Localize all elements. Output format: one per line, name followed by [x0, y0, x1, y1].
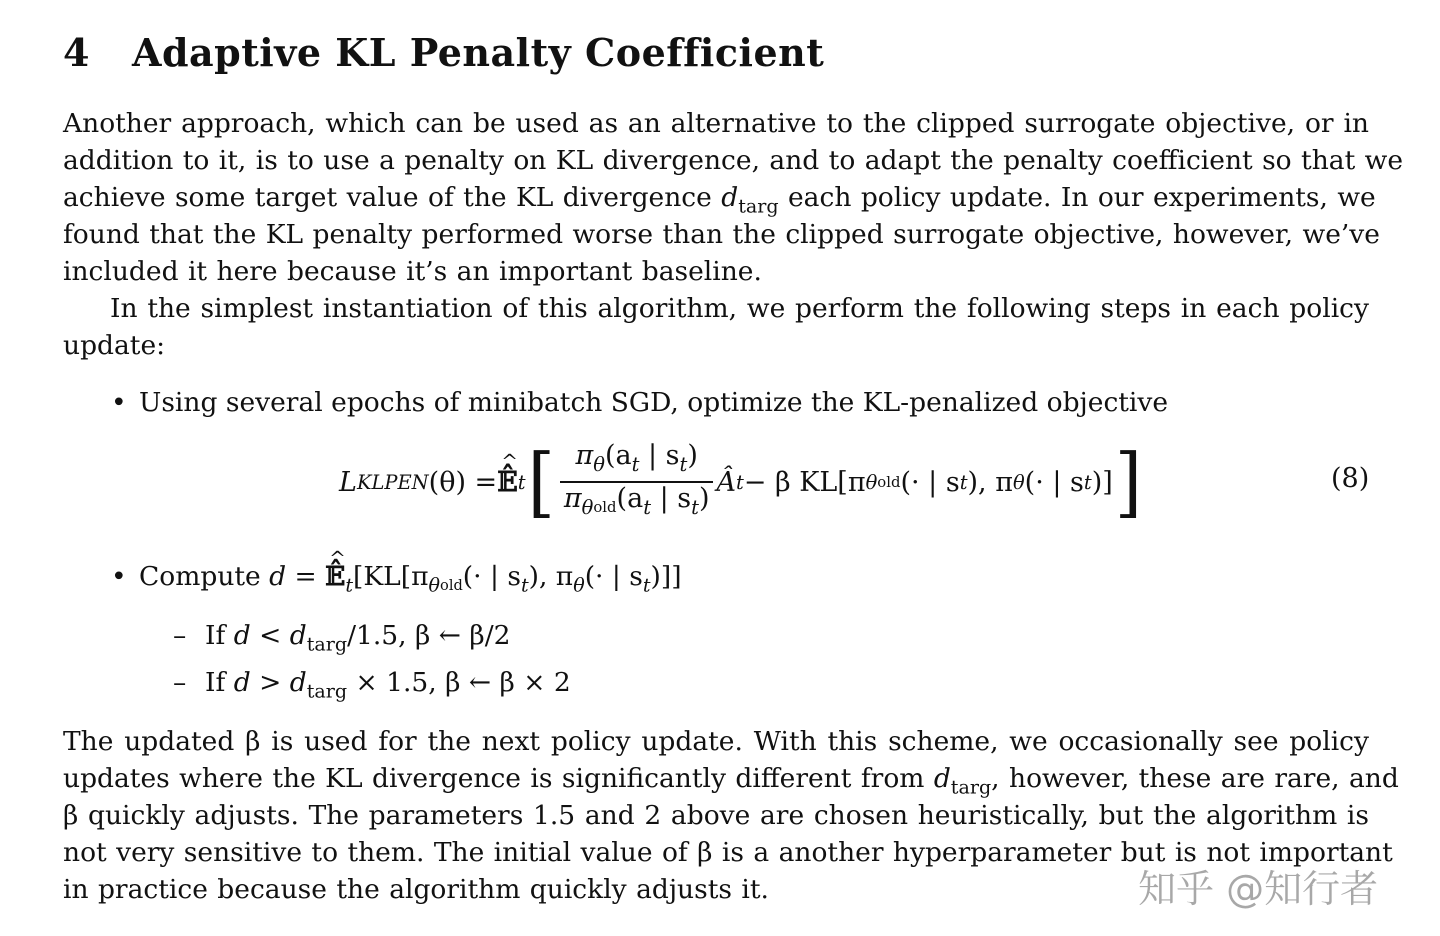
text-line: The updated β is used for the next policy update. With this scheme, we occasionally see policy: [63, 726, 1369, 757]
text-line: in practice because the algorithm quickly adjusts it.: [63, 874, 769, 905]
text-line: update:: [63, 330, 166, 361]
equation-number: (8): [1331, 463, 1370, 494]
text-line: addition to it, is to use a penalty on KL divergence, and to adapt the penalty coefficient so that we: [63, 145, 1404, 176]
equation-klpen: L KLPEN (θ) = ^ 𝔼̂ t [ $\frac{\pi_\theta(a_t | s_t)}{\pi_{\theta old}(a_t | s_t)}$ Â t − β KL[π θ old (· | s t ), π θ (· | s t )] ]: [339, 440, 1144, 524]
expectation-symbol: ^ 𝔼̂: [497, 467, 518, 498]
text-line: Another approach, which can be used as an alternative to the clipped surrogate objective, or in: [63, 108, 1369, 139]
bullet-marker: •: [111, 387, 127, 418]
text-line: not very sensitive to them. The initial value of β is a another hyperparameter but is not important: [63, 837, 1393, 868]
bullet-text: Using several epochs of minibatch SGD, optimize the KL-penalized objective: [139, 387, 1169, 418]
ratio-fraction: $\frac{\pi_\theta(a_t | s_t)}{\pi_{\theta old}(a_t | s_t)}$: [560, 440, 714, 523]
left-bracket: [: [527, 437, 555, 527]
watermark-logo: 知乎 @知行者: [1138, 867, 1379, 911]
subitem-increase-beta: – If $d > d_{targ} \times 1.5$, β ← β × 2: [173, 664, 571, 711]
bullet-item-compute: • Compute d = ^ $𝔼̂_t[KL[\pi_{\theta old}(\cdot$ | $s_t$), $\pi_\theta(\cdot$ | $s_t$)]]: [111, 558, 682, 605]
text-line: β quickly adjusts. The parameters 1.5 and 2 above are chosen heuristically, but the algorithm is: [63, 800, 1369, 831]
section-heading: [63, 30, 824, 75]
bullet-item-optimize: [111, 384, 1168, 421]
text-line: In the simplest instantiation of this algorithm, we perform the following steps in each policy: [110, 293, 1369, 324]
bullet-marker: •: [111, 561, 127, 592]
text-line: included it here because it’s an important baseline.: [63, 256, 762, 287]
text-line: updates where the KL divergence is significantly different from $d_{targ}$, however, these are rare, and: [63, 763, 1399, 799]
paragraph-intro: [63, 105, 1404, 290]
dash-marker: –: [173, 620, 187, 651]
text-line: found that the KL penalty performed worse than the clipped surrogate objective, however, we’ve: [63, 219, 1380, 250]
right-bracket: ]: [1114, 437, 1143, 527]
text-line: achieve some target value of the KL divergence $d_{targ}$ each policy update. In our experiments, we: [63, 182, 1376, 218]
section-title: Adaptive KL Penalty Coefficient: [132, 30, 825, 75]
paragraph-steps: [63, 290, 1369, 364]
dash-marker: –: [173, 667, 187, 698]
subitem-decrease-beta: – If $d < d_{targ}/1.5$, β ← β/2: [173, 617, 510, 664]
section-number: 4: [63, 30, 90, 75]
